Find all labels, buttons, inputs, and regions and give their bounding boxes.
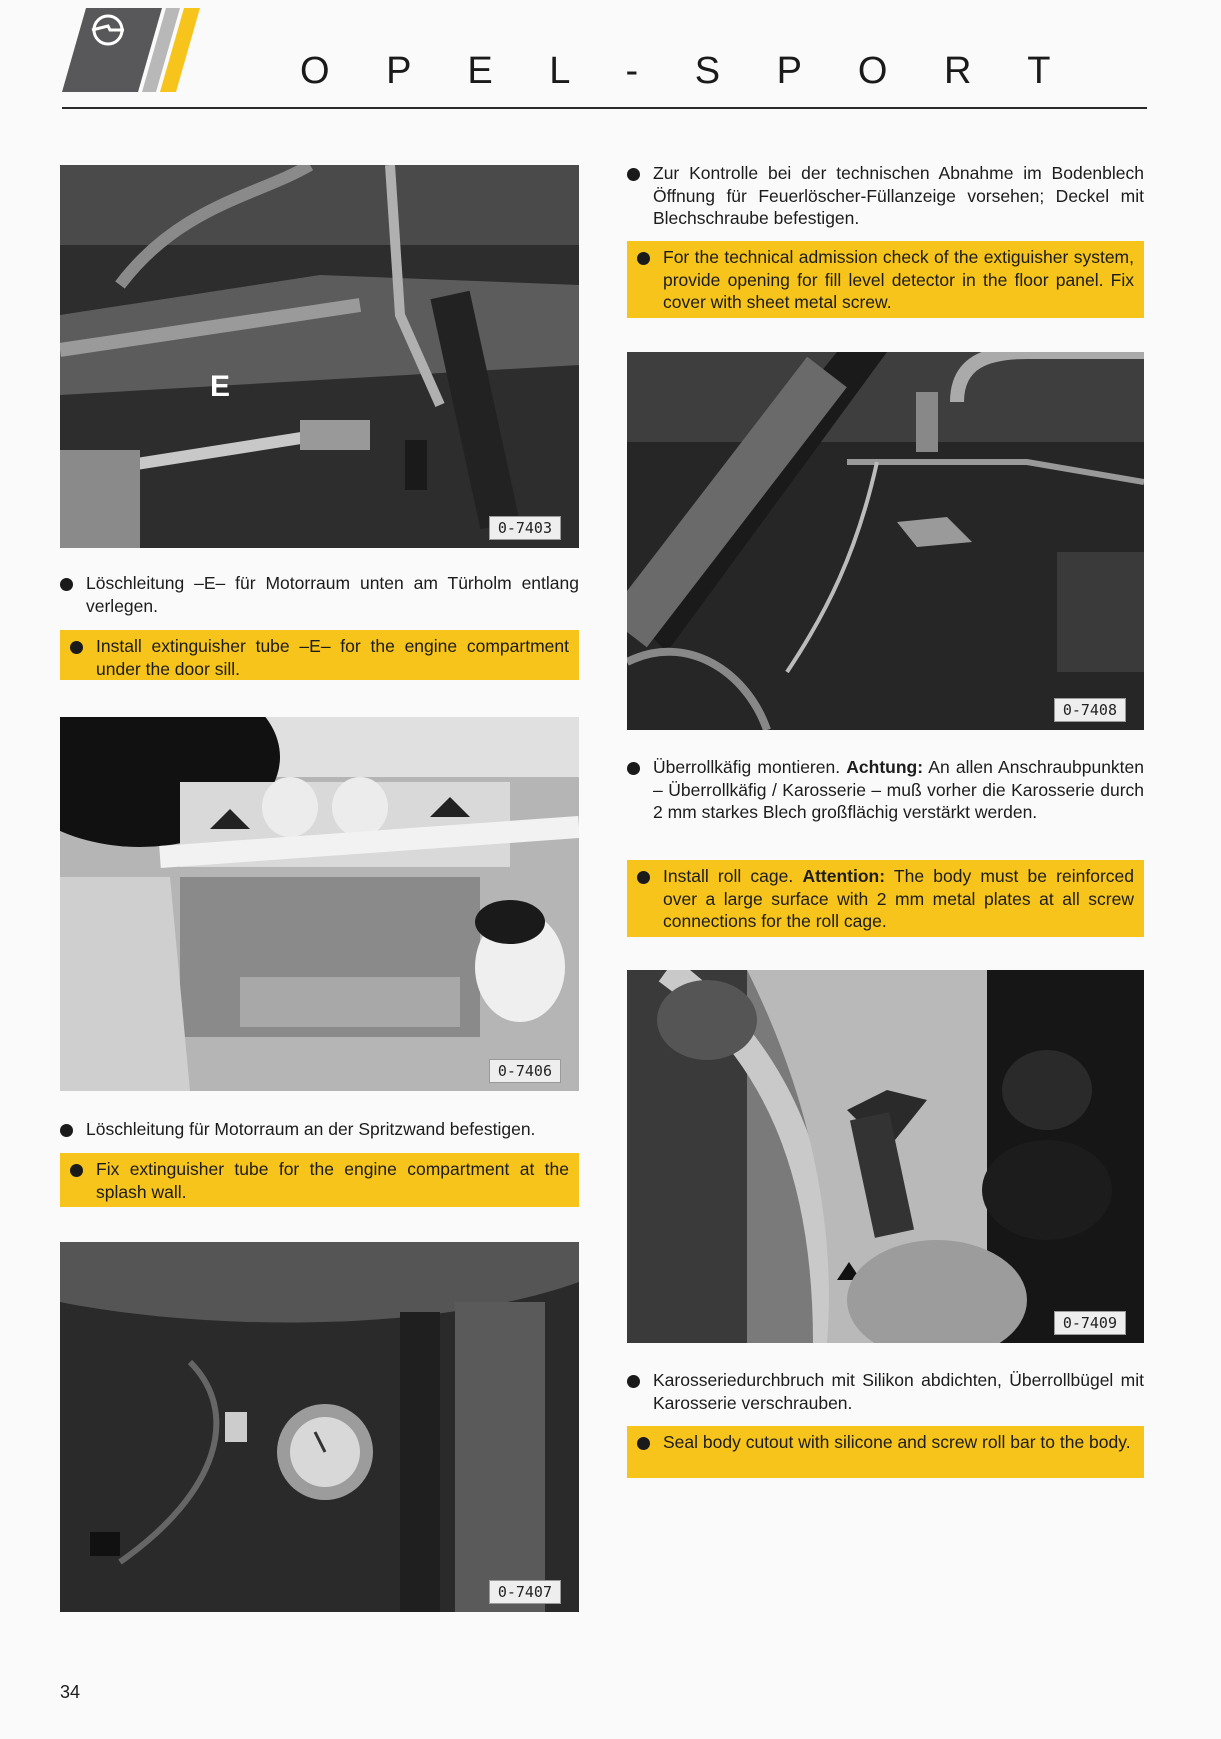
text-de-2: Löschleitung für Motorraum an der Spritzwand befestigen. [60, 1118, 579, 1141]
text-en-3: For the technical admission check of the extiguisher system, provide opening for fill level detector in the floor panel. Fix cover with sheet metal screw. [627, 241, 1144, 318]
opel-sport-logo [62, 8, 200, 92]
photo-label: 0-7408 [1054, 698, 1126, 722]
photo-label: 0-7409 [1054, 1311, 1126, 1335]
header-divider [62, 107, 1147, 109]
photo-0-7409 [627, 970, 1144, 1343]
photo-label: 0-7406 [489, 1059, 561, 1083]
bullet-icon [627, 1375, 640, 1388]
bullet-icon [637, 871, 650, 884]
bullet-icon [637, 252, 650, 265]
page-title: O P E L - S P O R T [300, 50, 1074, 92]
text-de-5: Karosseriedurchbruch mit Silikon abdichten, Überrollbügel mit Karosserie verschrauben. [627, 1369, 1144, 1414]
photo-0-7403 [60, 165, 579, 548]
bullet-icon [70, 1164, 83, 1177]
text-de-3: Zur Kontrolle bei der technischen Abnahme im Bodenblech Öffnung für Feuerlöscher-Füllanzeige vorsehen; Deckel mit Blechschraube befestigen. [627, 162, 1144, 230]
page-number: 34 [60, 1682, 81, 1702]
photo-0-7406 [60, 717, 579, 1091]
bullet-icon [60, 1124, 73, 1137]
bullet-icon [627, 762, 640, 775]
text-en-5: Seal body cutout with silicone and screw roll bar to the body. [627, 1426, 1144, 1478]
photo-label: 0-7403 [489, 516, 561, 540]
text-de-4: Überrollkäfig montieren. Achtung: An allen Anschraubpunkten – Überrollkäfig / Karosserie – muß vorher die Karosserie durch 2 mm starkes Blech großflächig verstärkt werden. [627, 756, 1144, 824]
bullet-icon [60, 578, 73, 591]
bullet-icon [627, 168, 640, 181]
photo-label: 0-7407 [489, 1580, 561, 1604]
text-de-1: Löschleitung –E– für Motorraum unten am Türholm entlang verlegen. [60, 572, 579, 617]
bullet-icon [637, 1437, 650, 1450]
text-en-4: Install roll cage. Attention: The body must be reinforced over a large surface with 2 mm metal plates at all screw connections for the roll cage. [627, 860, 1144, 937]
bullet-icon [70, 641, 83, 654]
photo-0-7407 [60, 1242, 579, 1612]
text-en-1: Install extinguisher tube –E– for the engine compartment under the door sill. [60, 630, 579, 680]
text-en-2: Fix extinguisher tube for the engine compartment at the splash wall. [60, 1153, 579, 1207]
marker-e: E [210, 370, 231, 403]
photo-0-7408 [627, 352, 1144, 730]
